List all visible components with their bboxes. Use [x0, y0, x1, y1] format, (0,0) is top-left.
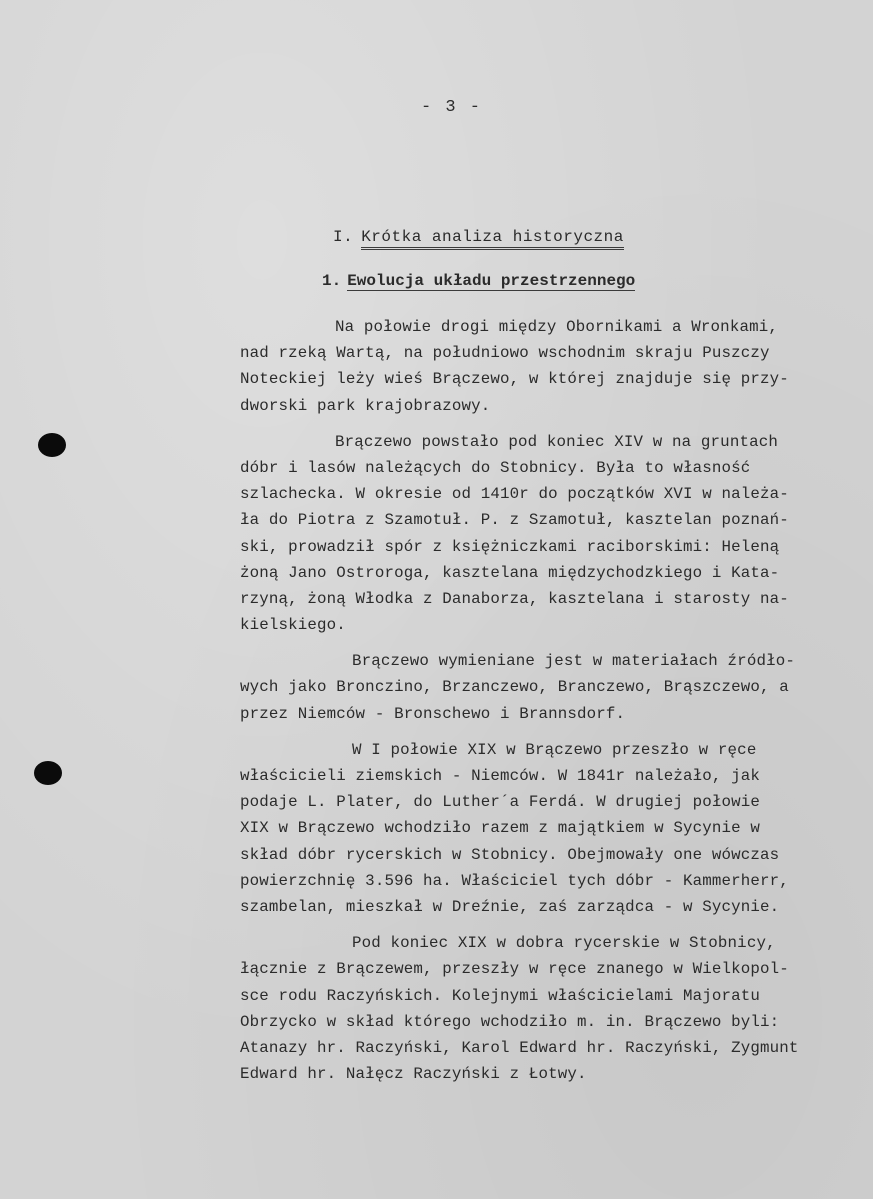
paragraph: [240, 930, 850, 1087]
punch-hole: [34, 761, 62, 785]
text-line: ski, prowadził spór z księżniczkami raciborskimi: Heleną: [240, 537, 780, 556]
text-line: szambelan, mieszkał w Dreźnie, zaś zarządca - w Sycynie.: [240, 897, 780, 916]
text-line: rzyną, żoną Włodka z Danaborza, kasztelana i starosty na-: [240, 589, 789, 608]
text-line: podaje L. Plater, do Luther´a Ferdá. W drugiej połowie: [240, 793, 761, 812]
subsection-heading: [322, 272, 635, 290]
subsection-title: Ewolucja układu przestrzennego: [347, 272, 636, 290]
paragraph: [240, 648, 850, 727]
text-line: właścicieli ziemskich - Niemców. W 1841r należało, jak: [240, 767, 761, 785]
text-line: wych jako Bronczino, Brzanczewo, Branczewo, Brąszczewo, a: [240, 678, 789, 697]
text-line: W I połowie XIX w Brączewo przeszło w ręce: [352, 740, 757, 759]
section-number: I.: [333, 228, 354, 246]
paragraph: [240, 737, 850, 920]
text-line: szlachecka. W okresie od 1410r do początków XVI w należa-: [240, 485, 789, 504]
page-number: - 3 -: [420, 98, 482, 117]
text-line: Atanazy hr. Raczyński, Karol Edward hr. Raczyński, Zygmunt: [240, 1038, 799, 1057]
text-line: Pod koniec XIX w dobra rycerskie w Stobnicy,: [352, 934, 776, 953]
text-line: przez Niemców - Bronschewo i Brannsdorf.: [240, 704, 626, 723]
text-line: XIX w Brączewo wchodziło razem z majątkiem w Sycynie w: [240, 819, 761, 838]
text-line: Brączewo wymieniane jest w materiałach źródło-: [352, 652, 795, 671]
paragraph: [240, 429, 850, 639]
text-line: żoną Jano Ostroroga, kasztelana międzychodzkiego i Kata-: [240, 563, 780, 582]
subsection-number: 1.: [322, 272, 342, 290]
text-line: Na połowie drogi między Obornikami a Wronkami,: [335, 318, 778, 336]
text-line: skład dóbr rycerskich w Stobnicy. Obejmowały one wówczas: [240, 845, 780, 864]
text-line: sce rodu Raczyńskich. Kolejnymi właścicielami Majoratu: [240, 986, 761, 1005]
text-line: powierzchnię 3.596 ha. Właściciel tych dóbr - Kammerherr,: [240, 871, 789, 890]
punch-hole: [38, 433, 66, 457]
text-line: Obrzycko w skład którego wchodziło m. in. Brączewo byli:: [240, 1012, 780, 1031]
section-title: Krótka analiza historyczna: [361, 228, 624, 250]
text-line: kielskiego.: [240, 616, 346, 635]
paragraph: [240, 314, 850, 419]
text-line: nad rzeką Wartą, na południowo wschodnim skraju Puszczy: [240, 344, 770, 363]
section-heading: [333, 228, 624, 246]
text-line: Edward hr. Nałęcz Raczyński z Łotwy.: [240, 1065, 587, 1084]
text-line: Noteckiej leży wieś Brączewo, w której znajduje się przy-: [240, 370, 789, 389]
text-line: ła do Piotra z Szamotuł. P. z Szamotuł, kasztelan poznań-: [240, 511, 789, 530]
text-line: Brączewo powstało pod koniec XIV w na gruntach: [335, 432, 778, 451]
body-text: [240, 314, 850, 1097]
text-line: dóbr i lasów należących do Stobnicy. Była to własność: [240, 458, 751, 477]
text-line: łącznie z Brączewem, przeszły w ręce znanego w Wielkopol-: [240, 960, 789, 979]
text-line: dworski park krajobrazowy.: [240, 396, 491, 415]
